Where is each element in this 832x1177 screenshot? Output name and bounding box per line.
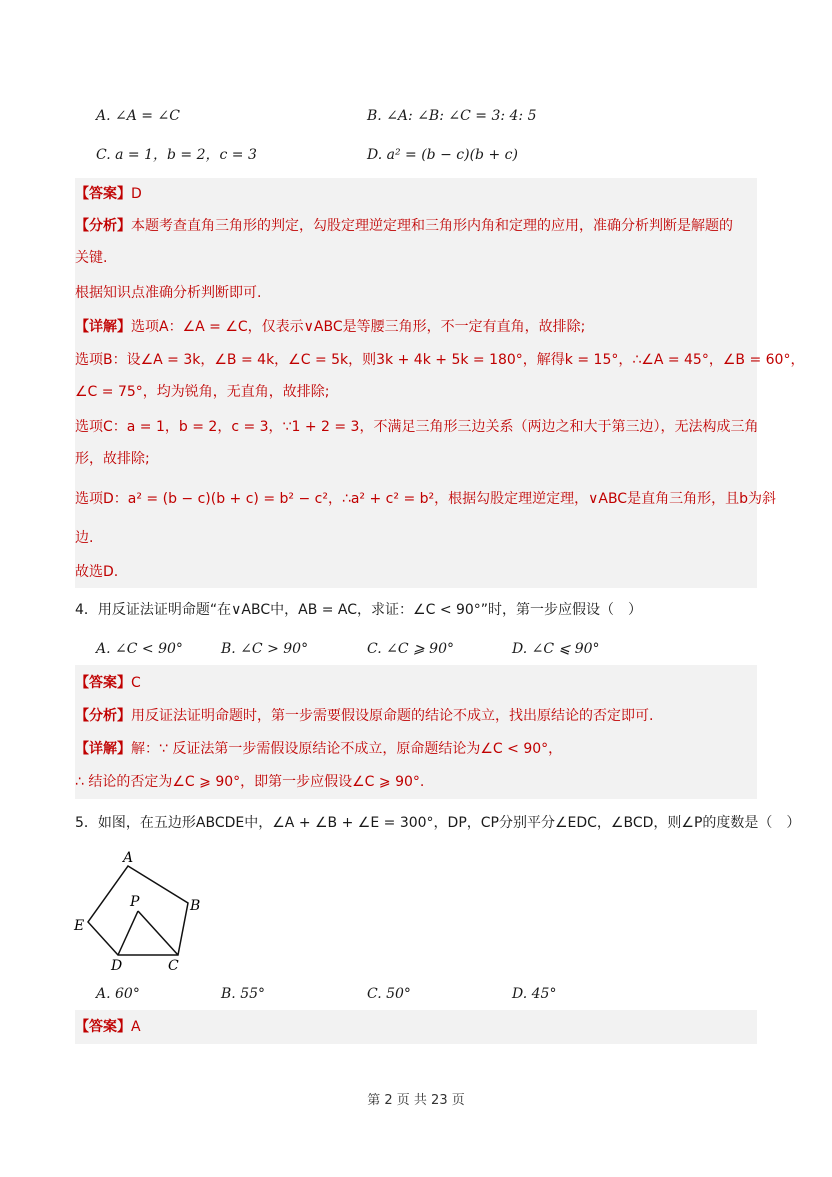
analysis-text: 本题考查直角三角形的判定，勾股定理逆定理和三角形内角和定理的应用，准确分析判断是解题的 <box>131 218 733 234</box>
q3-analysis-line <box>75 215 733 237</box>
q4-detail-line-1 <box>75 738 562 760</box>
q5-option-d: D. 45° <box>512 986 557 1002</box>
detail-tag: 【详解】 <box>75 319 131 335</box>
q3-option-a: A. ∠A = ∠C <box>96 108 180 124</box>
vertex-label-e: E <box>74 918 85 934</box>
answer-value: A <box>131 1019 141 1035</box>
q3-detail-line-c2: 形，故排除; <box>75 451 150 467</box>
segment-cp <box>138 911 178 955</box>
vertex-label-c: C <box>168 958 179 974</box>
q3-detail-line-b2: ∠C = 75°，均为锐角，无直角，故排除; <box>75 384 330 400</box>
answer-value: C <box>131 675 141 691</box>
detail-text: 解：∵ 反证法第一步需假设原结论不成立，原命题结论为∠C < 90°， <box>131 741 563 757</box>
q5-solution-box <box>75 1010 757 1044</box>
vertex-label-d: D <box>111 958 123 974</box>
q3-answer-line <box>75 183 142 205</box>
q3-conclusion: 故选D. <box>75 564 119 580</box>
analysis-tag: 【分析】 <box>75 708 131 724</box>
q4-stem: 4．用反证法证明命题“在∨ABC中，AB = AC，求证：∠C < 90°”时，第一步应假设（ ） <box>75 602 643 618</box>
answer-tag: 【答案】 <box>75 1019 131 1035</box>
q5-stem: 5．如图，在五边形ABCDE中，∠A + ∠B + ∠E = 300°，DP，CP分别平分∠EDC，∠BCD，则∠P的度数是（ ） <box>75 815 801 831</box>
detail-tag: 【详解】 <box>75 741 131 757</box>
segment-dp <box>118 911 138 955</box>
q5-option-c: C. 50° <box>367 986 411 1002</box>
answer-value: D <box>131 186 142 202</box>
point-label-p: P <box>130 894 140 910</box>
q3-option-d: D. a² = (b − c)(b + c) <box>367 147 518 163</box>
q4-option-c: C. ∠C ⩾ 90° <box>367 641 455 657</box>
q4-analysis-line <box>75 705 653 727</box>
page-footer: 第 2 页 共 23 页 <box>367 1093 465 1108</box>
q5-answer-line <box>75 1016 141 1038</box>
q3-option-c: C. a = 1，b = 2，c = 3 <box>96 147 257 163</box>
analysis-text: 用反证法证明命题时，第一步需要假设原命题的结论不成立，找出原结论的否定即可. <box>131 708 654 724</box>
q3-detail-line-a <box>75 316 585 338</box>
q3-solution-box <box>75 178 805 588</box>
q4-detail-line-2: ∴ 结论的否定为∠C ⩾ 90°，即第一步应假设∠C ⩾ 90°. <box>75 774 425 790</box>
q4-option-b: B. ∠C > 90° <box>221 641 309 657</box>
vertex-label-a: A <box>123 850 134 866</box>
q4-solution-box <box>75 665 757 799</box>
answer-tag: 【答案】 <box>75 675 131 691</box>
q3-detail-line-d2: 边. <box>75 530 94 546</box>
detail-text: 选项A：∠A = ∠C，仅表示∨ABC是等腰三角形，不一定有直角，故排除; <box>131 319 586 335</box>
vertex-label-b: B <box>190 898 201 914</box>
q5-option-b: B. 55° <box>221 986 266 1002</box>
q3-analysis-line-3: 根据知识点准确分析判断即可. <box>75 285 262 301</box>
q3-detail-line-d1: 选项D：a² = (b − c)(b + c) = b² − c²，∴a² + c² = b²，根据勾股定理逆定理，∨ABC是直角三角形，且b为斜 <box>75 491 776 507</box>
q3-option-b: B. ∠A: ∠B: ∠C = 3: 4: 5 <box>367 108 537 124</box>
answer-tag: 【答案】 <box>75 186 131 202</box>
q3-detail-line-b1: 选项B：设∠A = 3k，∠B = 4k，∠C = 5k，则3k + 4k + 5k = 180°，解得k = 15°，∴∠A = 45°，∠B = 60°， <box>75 352 805 368</box>
q3-analysis-line-2: 关键. <box>75 250 108 266</box>
pentagon-abcde <box>88 866 188 955</box>
q4-option-a: A. ∠C < 90° <box>96 641 183 657</box>
q5-option-a: A. 60° <box>96 986 140 1002</box>
pentagon-figure <box>70 848 220 976</box>
analysis-tag: 【分析】 <box>75 218 131 234</box>
q4-option-d: D. ∠C ⩽ 90° <box>512 641 600 657</box>
q4-answer-line <box>75 672 141 694</box>
q3-detail-line-c1: 选项C：a = 1，b = 2，c = 3，∵1 + 2 = 3，不满足三角形三边关系（两边之和大于第三边），无法构成三角 <box>75 419 759 435</box>
